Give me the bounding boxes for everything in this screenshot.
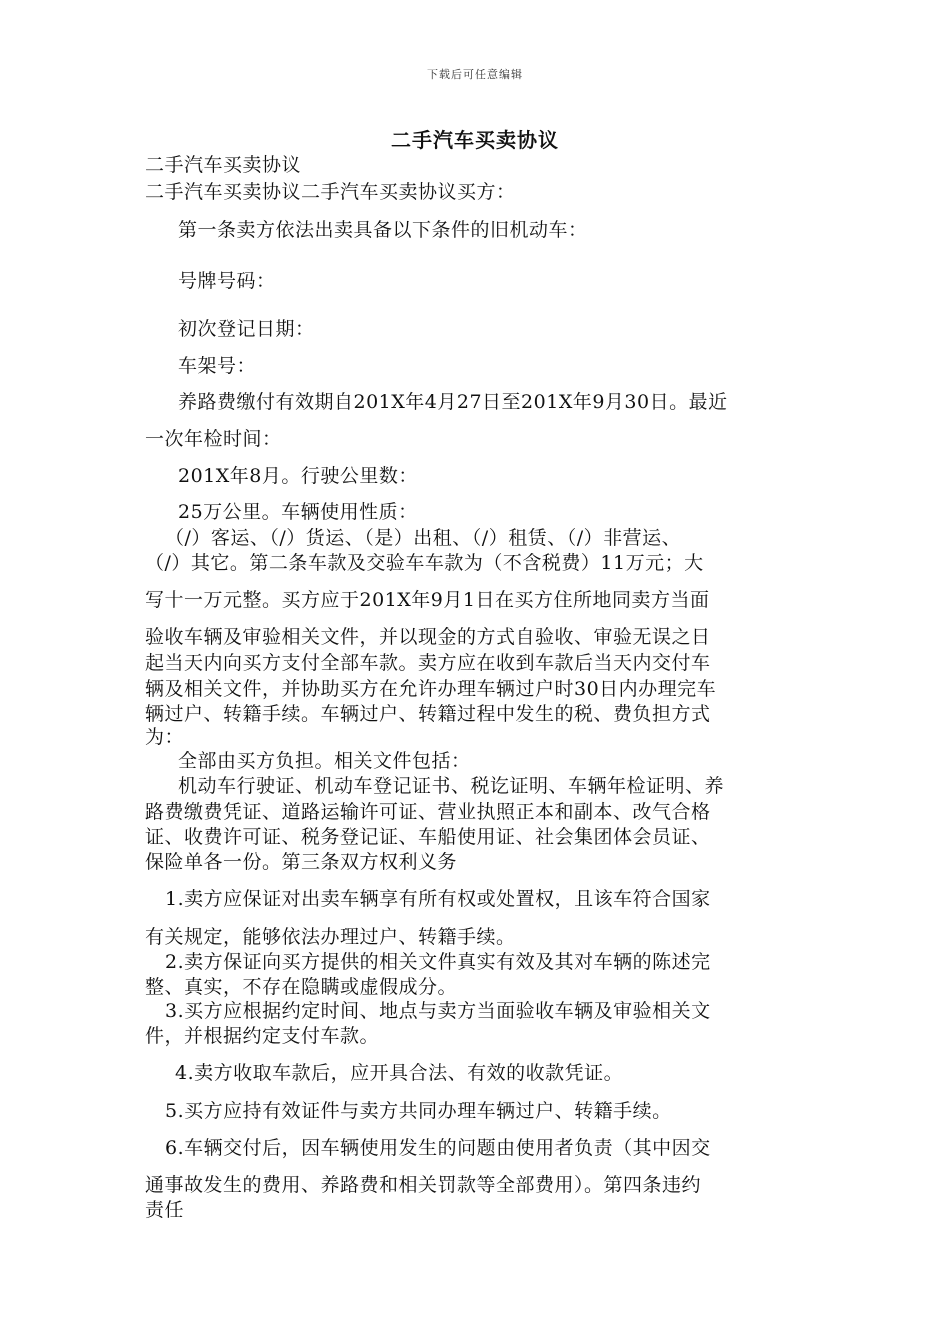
- text-line: 初次登记日期：: [178, 318, 315, 340]
- text-line: 6.车辆交付后，因车辆使用发生的问题由使用者负责（其中因交: [165, 1137, 711, 1159]
- text-line: 写十一万元整。买方应于201X年9月1日在买方住所地同卖方当面: [145, 589, 710, 611]
- text-line: 通事故发生的费用、养路费和相关罚款等全部费用）。第四条违约: [145, 1174, 702, 1196]
- text-line: 辆过户、转籍手续。车辆过户、转籍过程中发生的税、费负担方式: [145, 703, 711, 725]
- text-line: 5.买方应持有效证件与卖方共同办理车辆过户、转籍手续。: [165, 1100, 672, 1122]
- text-line: 为：: [145, 726, 185, 748]
- text-line: 一次年检时间：: [145, 428, 282, 450]
- text-line: 201X年8月。行驶公里数：: [178, 465, 418, 487]
- text-line: 全部由买方负担。相关文件包括：: [178, 750, 471, 772]
- text-line: 保险单各一份。第三条双方权利义务: [145, 851, 458, 873]
- text-line: 车架号：: [178, 355, 257, 377]
- text-line: 辆及相关文件，并协助买方在允许办理车辆过户时30日内办理完车: [145, 678, 717, 700]
- text-line: 二手汽车买卖协议: [145, 154, 302, 176]
- text-line: 4.卖方收取车款后，应开具合法、有效的收款凭证。: [175, 1062, 624, 1084]
- text-line: 25万公里。车辆使用性质：: [178, 501, 418, 523]
- text-line: 起当天内向买方支付全部车款。卖方应在收到车款后当天内交付车: [145, 652, 711, 674]
- text-line: 第一条卖方依法出卖具备以下条件的旧机动车：: [178, 219, 588, 241]
- text-line: 整、真实，不存在隐瞒或虚假成分。: [145, 976, 458, 998]
- text-line: （/）客运、（/）货运、（是）出租、（/）租赁、（/）非营运、: [165, 527, 682, 549]
- text-line: 件，并根据约定支付车款。: [145, 1025, 380, 1047]
- text-line: 号牌号码：: [178, 270, 276, 292]
- text-line: 机动车行驶证、机动车登记证书、税讫证明、车辆年检证明、养: [178, 775, 725, 797]
- text-line: 路费缴费凭证、道路运输许可证、营业执照正本和副本、改气合格: [145, 801, 711, 823]
- text-line: 1.卖方应保证对出卖车辆享有所有权或处置权，且该车符合国家: [165, 888, 711, 910]
- text-line: 二手汽车买卖协议二手汽车买卖协议买方：: [145, 181, 516, 203]
- text-line: 2.卖方保证向买方提供的相关文件真实有效及其对车辆的陈述完: [165, 951, 711, 973]
- text-line: 验收车辆及审验相关文件，并以现金的方式自验收、审验无误之日: [145, 626, 711, 648]
- text-line: 证、收费许可证、税务登记证、车船使用证、社会集团体会员证、: [145, 826, 711, 848]
- header-note: 下载后可任意编辑: [427, 68, 523, 81]
- text-line: 养路费缴付有效期自201X年4月27日至201X年9月30日。最近: [178, 391, 728, 413]
- text-line: 3.买方应根据约定时间、地点与卖方当面验收车辆及审验相关文: [165, 1000, 711, 1022]
- document-title: 二手汽车买卖协议: [391, 128, 559, 152]
- text-line: （/）其它。第二条车款及交验车车款为（不含税费）11万元；大: [145, 552, 704, 574]
- text-line: 责任: [145, 1199, 185, 1221]
- text-line: 有关规定，能够依法办理过户、转籍手续。: [145, 926, 516, 948]
